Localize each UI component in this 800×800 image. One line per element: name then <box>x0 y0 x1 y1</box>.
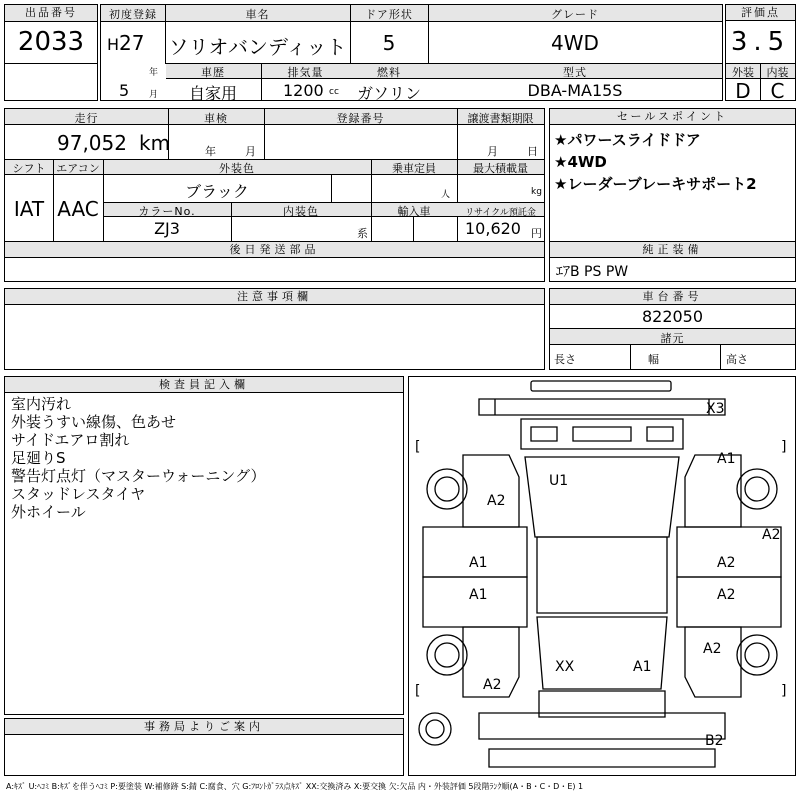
interior-grade: C <box>770 79 785 103</box>
dims-label: 諸元 <box>660 332 685 345</box>
equipment-box <box>549 241 796 282</box>
length-label: 長さ <box>554 353 576 366</box>
inspector-notes <box>11 395 266 521</box>
mark-a2-right-door2: A2 <box>717 587 736 603</box>
mark-a1-rear: A1 <box>633 659 652 675</box>
chassis-value: 822050 <box>641 307 704 326</box>
ext-color-label: 外装色 <box>219 162 255 175</box>
later-parts-box <box>4 241 545 282</box>
car-diagram-box <box>408 376 796 776</box>
door-label: ドア形状 <box>365 8 413 21</box>
model-label: 型式 <box>563 66 587 79</box>
mark-a2-rear-left: A2 <box>483 677 502 693</box>
specs-box <box>4 108 545 242</box>
later-parts-label: 後日発送部品 <box>5 242 544 258</box>
inspector-note-6: スタッドレスタイヤ <box>11 485 146 503</box>
mark-a2-rear-right: A2 <box>703 641 722 657</box>
selling-point-2: ★4WD <box>554 153 607 171</box>
load-label: 最大積載量 <box>473 162 528 175</box>
int-color-unit: 系 <box>357 227 368 240</box>
grade-label: グレード <box>551 8 599 21</box>
car-name-label: 車名 <box>245 8 270 21</box>
displacement-unit: cc <box>329 87 339 97</box>
history-label: 車歴 <box>201 66 225 79</box>
svg-text:[: [ <box>415 439 421 455</box>
car-diagram <box>409 377 795 775</box>
selling-points-label: セールスポイント <box>550 109 795 125</box>
inspector-note-2: 外装うすい線傷、色あせ <box>11 413 177 431</box>
fuel-label: 燃料 <box>377 66 401 79</box>
model-value: DBA-MA15S <box>527 81 623 100</box>
load-unit: kg <box>531 187 542 197</box>
car-name: ソリオバンディット <box>168 35 347 59</box>
inspector-box <box>4 376 404 715</box>
exterior-grade: D <box>735 79 751 103</box>
displacement-label: 排気量 <box>287 66 324 79</box>
office-label: 事務局よりご案内 <box>5 719 403 735</box>
era-letter: H <box>107 35 120 54</box>
width-label: 幅 <box>648 353 659 366</box>
equipment-label: 純正装備 <box>550 242 795 258</box>
mark-xx: XX <box>555 659 575 675</box>
transfer-label: 譲渡書類期限 <box>467 112 534 125</box>
inspector-note-7: 外ホイール <box>11 503 86 521</box>
capacity-label: 乗車定員 <box>392 162 436 175</box>
selling-point-3: ★レーダーブレーキサポート2 <box>554 175 757 193</box>
capacity-unit: 人 <box>441 190 451 200</box>
mark-u1: U1 <box>549 473 569 489</box>
chassis-box <box>549 288 796 370</box>
svg-text:]: ] <box>781 683 787 699</box>
lot-number: 2033 <box>17 27 85 57</box>
selling-points-box <box>549 108 796 242</box>
inspector-note-4: 足廻りS <box>11 449 66 467</box>
year-value: 27 <box>119 31 145 55</box>
grade-value: 4WD <box>551 31 599 55</box>
displacement-value: 1200 <box>283 81 324 100</box>
score-label: 評価点 <box>726 5 795 21</box>
first-reg-label: 初度登録 <box>109 8 157 21</box>
month-value: 5 <box>119 81 130 100</box>
shift-value: IAT <box>13 197 45 221</box>
inspector-note-5: 警告灯点灯（マスターウォーニング） <box>11 467 266 485</box>
month-unit: 月 <box>149 90 159 100</box>
height-label: 高さ <box>726 353 748 366</box>
selling-point-1: ★パワースライドドア <box>554 131 701 149</box>
mark-a2-right-door1: A2 <box>717 555 736 571</box>
history-value: 自家用 <box>188 84 237 103</box>
import-label: 輸入車 <box>397 205 431 218</box>
equipment-value: ｴｱB PS PW <box>556 264 629 280</box>
svg-text:]: ] <box>781 439 787 455</box>
recycle-label: リサイクル預託金 <box>465 208 536 218</box>
svg-text:[: [ <box>415 683 421 699</box>
plate-label: 登録番号 <box>336 112 385 125</box>
year-unit: 年 <box>149 68 159 78</box>
main-header-box <box>100 4 723 101</box>
inspection-month-unit: 月 <box>245 145 256 158</box>
shift-label: シフト <box>12 162 46 175</box>
lot-label: 出品番号 <box>5 5 97 22</box>
office-box <box>4 718 404 776</box>
notes-label: 注意事項欄 <box>5 289 544 305</box>
color-no-label: カラーNo. <box>138 205 196 218</box>
notes-box <box>4 288 545 370</box>
legend: A:ｷｽﾞ U:ﾍｺﾐ B:ｷｽﾞを伴うﾍｺﾐ P:要塗装 W:補修跡 S:錆 C:腐食、穴 G:ﾌﾛﾝﾄｶﾞﾗｽ点ｷｽﾞ XX:交換済み X:要交換 欠:欠品 内・外装評価 5段階ﾗﾝｸ順(A・B・C・D・E) 1 <box>6 782 584 791</box>
inspector-note-1: 室内汚れ <box>11 395 72 413</box>
chassis-label: 車台番号 <box>550 289 795 305</box>
exterior-label: 外装 <box>732 66 754 79</box>
lot-box <box>4 4 98 101</box>
mileage-value: 97,052 <box>57 131 127 155</box>
mark-a1-front-right: A1 <box>717 451 736 467</box>
ext-color-value: ブラック <box>185 182 249 201</box>
mark-b2: B2 <box>705 733 724 749</box>
transfer-day-unit: 日 <box>527 145 538 158</box>
recycle-unit: 円 <box>531 227 542 240</box>
recycle-value: 10,620 <box>465 219 521 238</box>
mileage-unit: km <box>139 131 171 155</box>
int-color-label: 内装色 <box>283 205 319 218</box>
interior-label: 内装 <box>766 66 789 79</box>
inspector-label: 検査員記入欄 <box>5 377 403 393</box>
mark-a1-left-door2: A1 <box>469 587 488 603</box>
mark-a2-front-left: A2 <box>487 493 506 509</box>
color-no-value: ZJ3 <box>154 219 180 238</box>
door-value: 5 <box>382 31 396 55</box>
inspector-note-3: サイドエアロ割れ <box>11 431 130 449</box>
mileage-label: 走行 <box>74 112 99 125</box>
mark-x3: X3 <box>706 401 725 417</box>
fuel-value: ガソリン <box>356 84 421 103</box>
mark-a2-right-edge: A2 <box>762 527 781 543</box>
selling-points-list <box>554 129 757 195</box>
transfer-month-unit: 月 <box>487 145 498 158</box>
ac-value: AAC <box>57 197 99 221</box>
ac-label: エアコン <box>56 162 100 175</box>
score-value: 3.5 <box>730 27 791 57</box>
inspection-label: 車検 <box>204 112 228 125</box>
inspection-year-unit: 年 <box>205 145 216 158</box>
score-box <box>725 4 796 101</box>
mark-a1-left-door1: A1 <box>469 555 488 571</box>
